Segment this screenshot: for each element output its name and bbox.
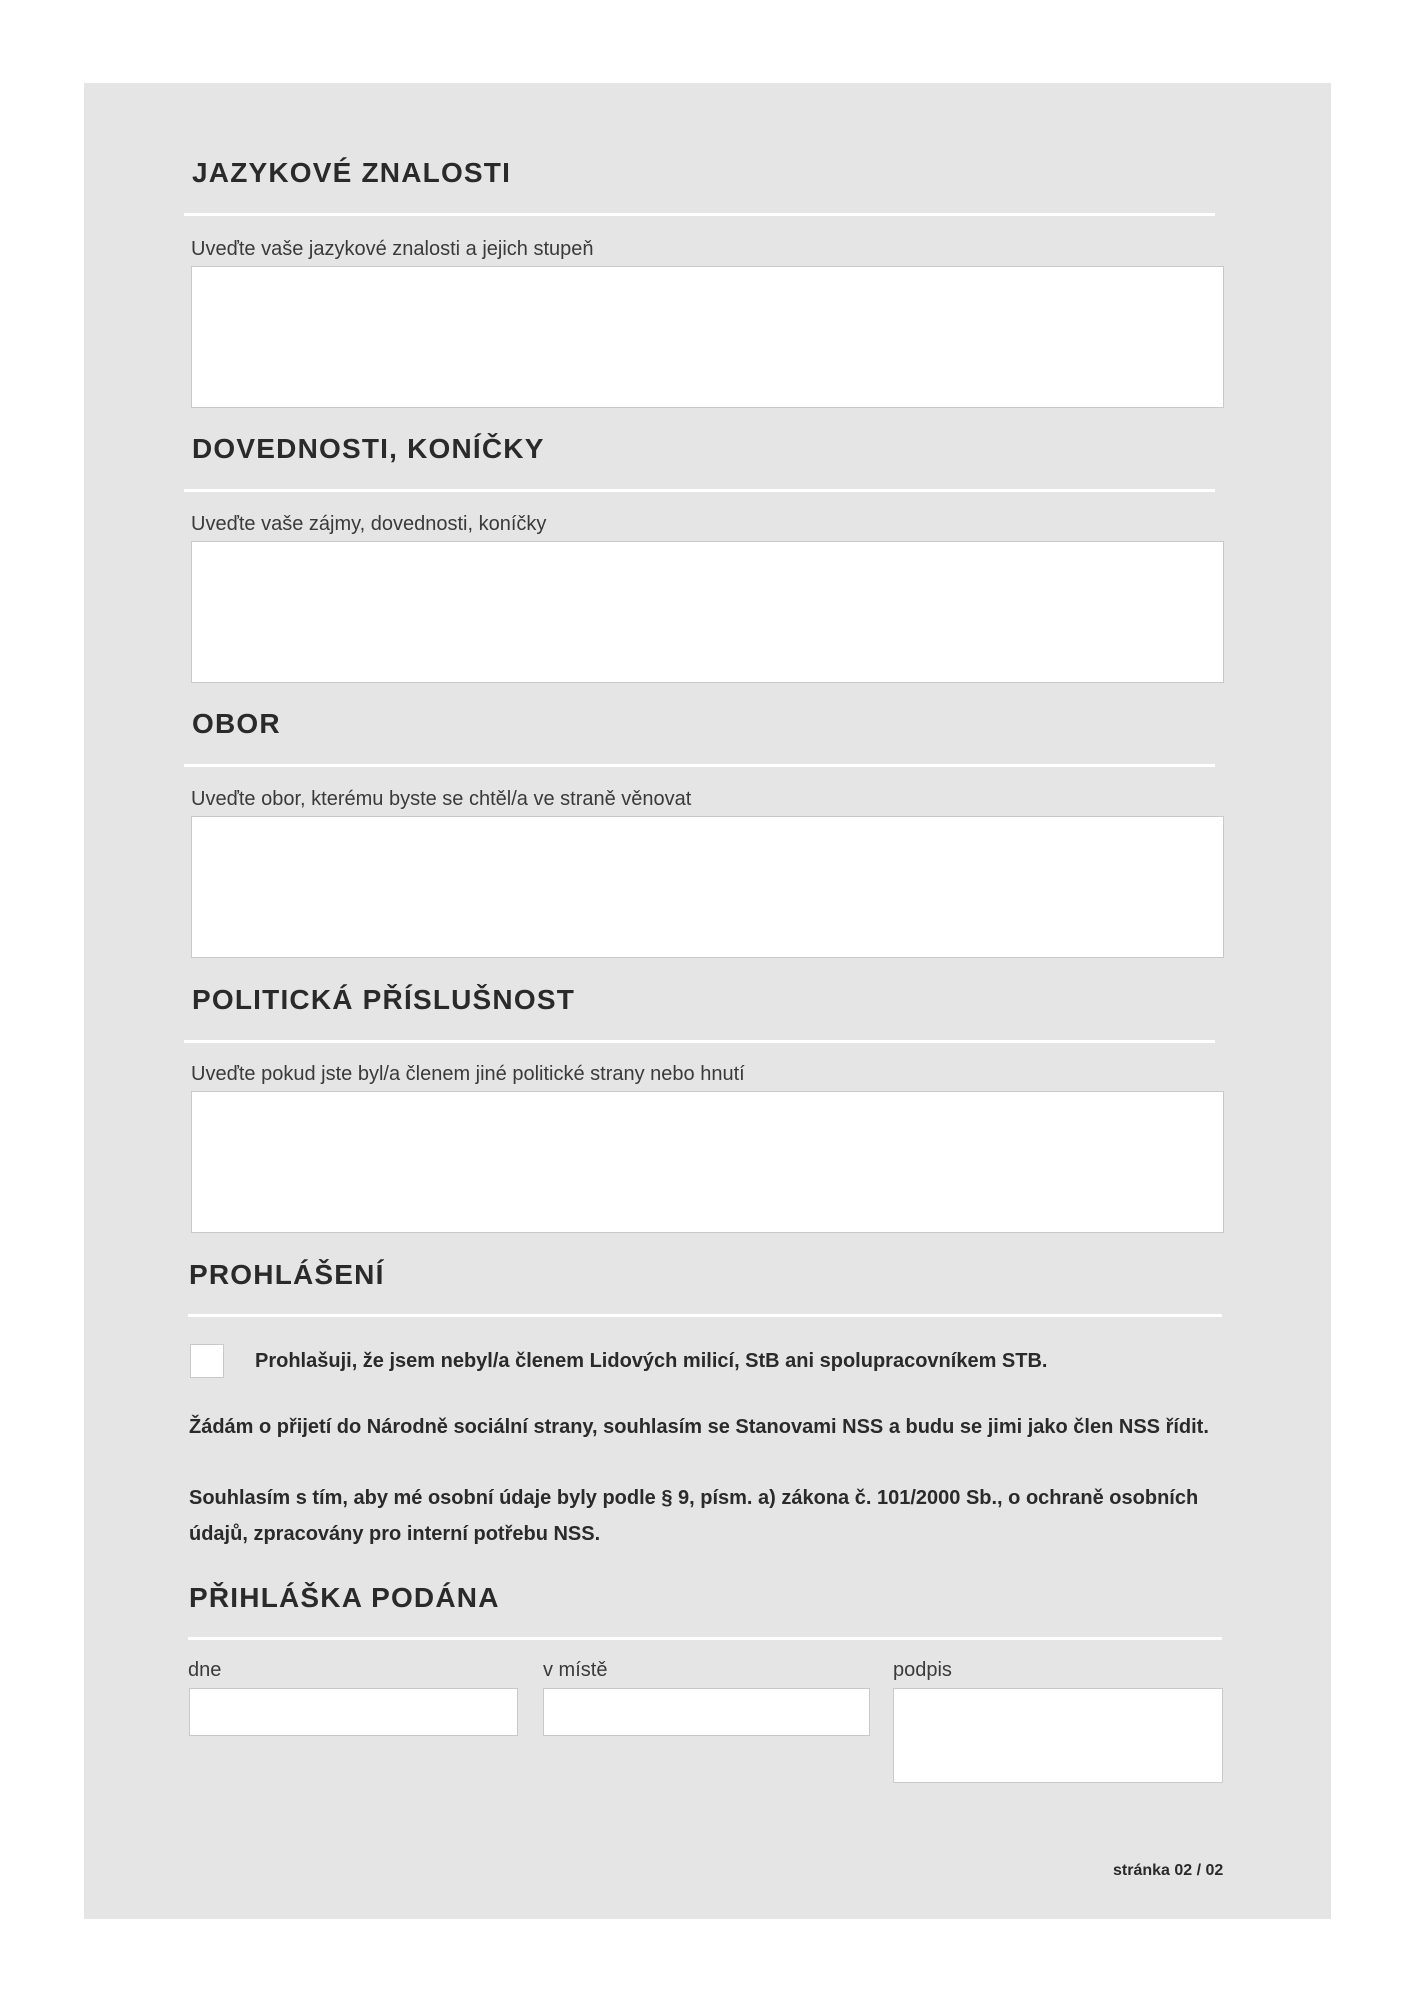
section-heading-submission: PŘIHLÁŠKA PODÁNA bbox=[189, 1582, 500, 1613]
languages-textarea[interactable] bbox=[191, 266, 1224, 408]
place-label: v místě bbox=[543, 1659, 608, 1681]
languages-field-label: Uveďte vaše jazykové znalosti a jejich stupeň bbox=[191, 238, 594, 260]
section-heading-field: OBOR bbox=[192, 708, 281, 739]
section-divider bbox=[184, 1040, 1215, 1043]
skills-field-label: Uveďte vaše zájmy, dovednosti, koníčky bbox=[191, 513, 547, 535]
political-textarea[interactable] bbox=[191, 1091, 1224, 1233]
section-heading-languages: JAZYKOVÉ ZNALOSTI bbox=[192, 157, 512, 188]
signature-label: podpis bbox=[893, 1659, 952, 1681]
field-field-label: Uveďte obor, kterému byste se chtěl/a ve straně věnovat bbox=[191, 788, 692, 810]
declaration-checkbox-label: Prohlašuji, že jsem nebyl/a členem Lidových milicí, StB ani spolupracovníkem STB. bbox=[255, 1350, 1048, 1372]
declaration-checkbox[interactable] bbox=[190, 1344, 224, 1378]
membership-application-statement: Žádám o přijetí do Národně sociální strany, souhlasím se Stanovami NSS a budu se jimi jako člen NSS řídit. bbox=[189, 1416, 1209, 1438]
section-divider bbox=[184, 213, 1215, 216]
place-input[interactable] bbox=[543, 1688, 870, 1736]
data-consent-statement-line1: Souhlasím s tím, aby mé osobní údaje byly podle § 9, písm. a) zákona č. 101/2000 Sb., o ochraně osobních bbox=[189, 1487, 1199, 1509]
section-divider bbox=[184, 489, 1215, 492]
section-divider bbox=[184, 764, 1215, 767]
section-divider bbox=[188, 1637, 1222, 1640]
signature-box[interactable] bbox=[893, 1688, 1223, 1783]
skills-textarea[interactable] bbox=[191, 541, 1224, 683]
section-heading-political: POLITICKÁ PŘÍSLUŠNOST bbox=[192, 984, 575, 1015]
date-label: dne bbox=[188, 1659, 222, 1681]
field-textarea[interactable] bbox=[191, 816, 1224, 958]
political-field-label: Uveďte pokud jste byl/a členem jiné politické strany nebo hnutí bbox=[191, 1063, 745, 1085]
section-divider bbox=[188, 1314, 1222, 1317]
data-consent-statement-line2: údajů, zpracovány pro interní potřebu NSS. bbox=[189, 1523, 601, 1545]
section-heading-declaration: PROHLÁŠENÍ bbox=[189, 1259, 385, 1290]
date-input[interactable] bbox=[189, 1688, 518, 1736]
section-heading-skills: DOVEDNOSTI, KONÍČKY bbox=[192, 433, 545, 464]
page-number: stránka 02 / 02 bbox=[1113, 1862, 1224, 1879]
